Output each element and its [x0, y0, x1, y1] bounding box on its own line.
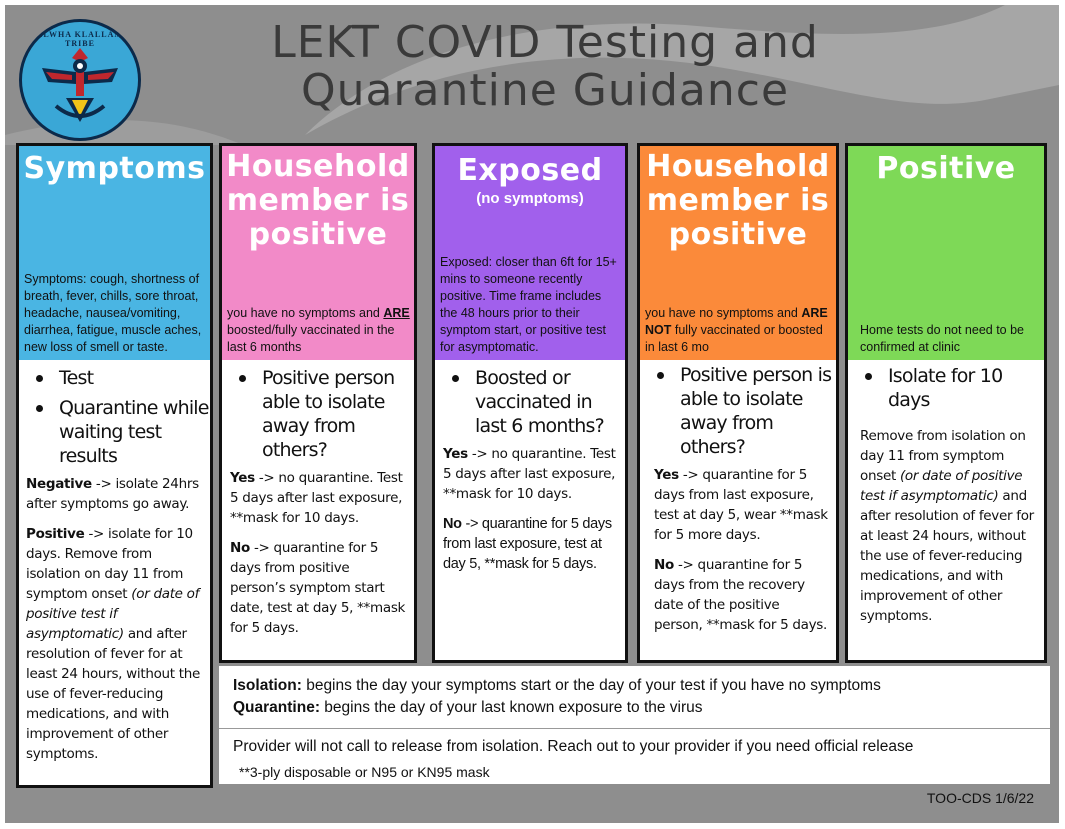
no-answer-text: No -> quarantine for 5 days from positive person’s symptom start date, test at day 5, **mask for 5 days.: [230, 540, 406, 636]
page-title: [235, 19, 855, 115]
household-boosted-title: Household member is positive: [226, 149, 410, 252]
yes-answer-text: Yes -> no quarantine. Test 5 days after last exposure, **mask for 10 days.: [443, 446, 616, 502]
tribe-logo: [19, 19, 141, 141]
negative-result-text: Negative -> isolate 24hrs after symptoms go away.: [26, 476, 199, 512]
title-line-2: Quarantine Guidance: [300, 65, 790, 116]
exposed-subtitle: (no symptoms): [476, 190, 584, 207]
positive-header: [848, 146, 1044, 360]
exposed-title: Exposed: [457, 153, 603, 188]
list-item: Test: [59, 366, 210, 390]
document-code: TOO-CDS 1/6/22: [926, 790, 1034, 806]
symptoms-header: [19, 146, 210, 360]
household-not-vaccinated-description: you have no symptoms and ARE NOT fully vaccinated or boosted in last 6 mo: [645, 306, 828, 354]
divider: [219, 728, 1050, 729]
symptoms-title: Symptoms: [23, 151, 206, 186]
logo-text: ELWHA KLALLAM TRIBE: [37, 30, 123, 48]
positive-title: Positive: [876, 151, 1016, 186]
definitions-box: [219, 666, 1050, 784]
provider-note: Provider will not call to release from isolation. Reach out to your provider if you need official release: [233, 738, 914, 755]
no-answer-text: No -> quarantine for 5 days from the recovery date of the positive person, **mask for 5 days.: [654, 557, 828, 633]
quarantine-definition: Quarantine: begins the day of your last known exposure to the virus: [233, 699, 703, 716]
positive-steps: [848, 364, 1044, 412]
exposed-description: Exposed: closer than 6ft for 15+ mins to someone recently positive. Time frame includes the 48 hours prior to their symptom start, or positive test for asymptomatic.: [440, 255, 617, 354]
mask-note: **3-ply disposable or N95 or KN95 mask: [239, 764, 490, 780]
column-exposed: [432, 143, 628, 663]
household-not-vaccinated-title: Household member is positive: [646, 149, 830, 252]
yes-answer-text: Yes -> quarantine for 5 days from last exposure, test at day 5, wear **mask for 5 more days.: [654, 467, 828, 543]
guidance-sheet: [5, 5, 1059, 823]
isolation-definition: Isolation: begins the day your symptoms start or the day of your test if you have no symptoms: [233, 677, 881, 694]
list-item: Boosted or vaccinated in last 6 months?: [475, 366, 625, 438]
title-line-1: LEKT COVID Testing and: [271, 17, 819, 68]
positive-description: Home tests do not need to be confirmed at clinic: [860, 323, 1024, 354]
thunderbird-emblem-icon: [22, 22, 138, 138]
positive-label: Positive: [26, 526, 85, 542]
no-answer-text: No -> quarantine for 5 days from last exposure, test at day 5, **mask for 5 days.: [443, 516, 612, 572]
column-household-boosted: [219, 143, 417, 663]
positive-instructions: Remove from isolation on day 11 from symptom onset (or date of positive test if asymptomatic) and after resolution of fever for at least 24 hours, without the use of fever-reducing medications, and with improvement of other symptoms.: [860, 428, 1034, 624]
symptoms-results: [19, 474, 210, 764]
negative-label: Negative: [26, 476, 92, 492]
yes-answer-text: Yes -> no quarantine. Test 5 days after last exposure, **mask for 10 days.: [230, 470, 403, 526]
symptoms-steps: [19, 366, 210, 468]
list-item: Quarantine while waiting test results: [59, 397, 209, 467]
household-boosted-question: [222, 366, 414, 462]
household-boosted-answers: [222, 468, 414, 638]
household-boosted-description: you have no symptoms and ARE boosted/fully vaccinated in the last 6 months: [227, 306, 410, 354]
exposed-header: [435, 146, 625, 360]
exposed-answers: [435, 444, 625, 574]
household-not-vaccinated-header: [640, 146, 836, 360]
column-positive: [845, 143, 1047, 663]
list-item: Positive person able to isolate away from others?: [262, 366, 414, 462]
list-item: Positive person is able to isolate away from others?: [680, 363, 836, 459]
column-symptoms: [16, 143, 213, 788]
column-household-not-vaccinated: [637, 143, 839, 663]
list-item: Isolate for 10 days: [888, 364, 1044, 412]
positive-result-text: Positive -> isolate for 10 days. Remove from isolation on day 11 from symptom onset (or date of positive test if asymptomatic) and after resolution of fever for at least 24 hours, without the use of fever-reducing medications, and with improvement of other symptoms.: [26, 526, 201, 762]
household-not-vaccinated-question: [640, 363, 836, 459]
exposed-question: [435, 366, 625, 438]
household-not-vaccinated-answers: [640, 465, 836, 635]
symptoms-description: Symptoms: cough, shortness of breath, fever, chills, sore throat, headache, nausea/vomiting, diarrhea, fatigue, muscle aches, new loss of smell or taste.: [24, 272, 202, 354]
household-boosted-header: [222, 146, 414, 360]
